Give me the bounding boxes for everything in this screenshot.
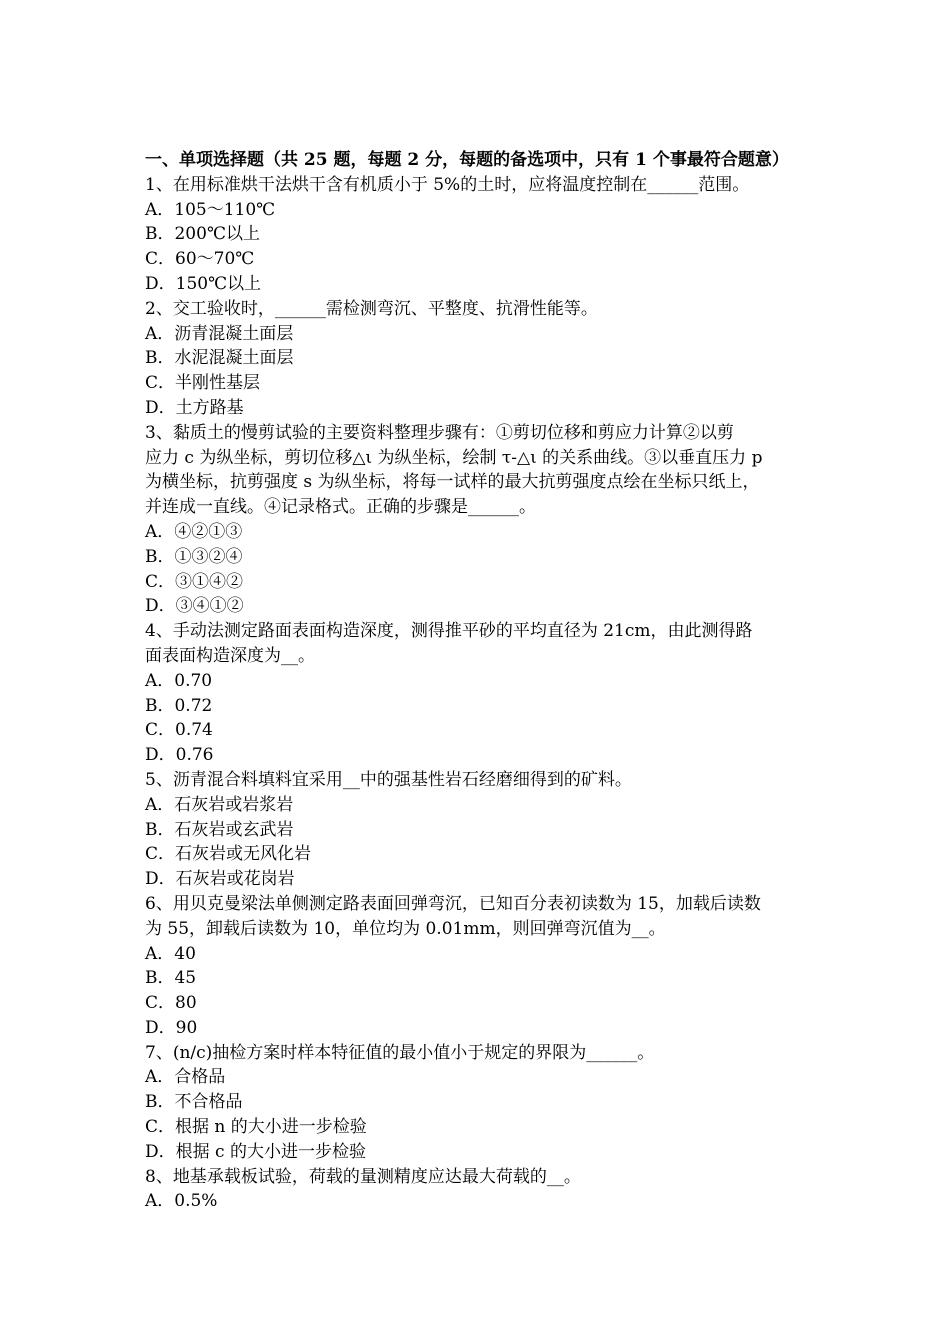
question-stem: 2、交工验收时，______需检测弯沉、平整度、抗滑性能等。 — [145, 298, 598, 319]
option-c: C．80 — [145, 993, 197, 1014]
question-stem-line: 为 55，卸载后读数为 10，单位均为 0.01mm，则回弹弯沉值为__。 — [145, 918, 666, 939]
option-d: D．150℃以上 — [145, 273, 262, 294]
option-c: C．石灰岩或无风化岩 — [145, 844, 312, 865]
option-c: C．半刚性基层 — [145, 373, 261, 394]
option-c: C．60～70℃ — [145, 249, 255, 270]
option-a: A．40 — [145, 943, 196, 964]
option-a: A．石灰岩或岩浆岩 — [145, 794, 294, 815]
option-d: D．石灰岩或花岗岩 — [145, 869, 295, 890]
document-body — [145, 148, 813, 1214]
option-a: A．105～110℃ — [145, 199, 276, 220]
option-b: B．①③②④ — [145, 546, 243, 567]
question-stem: 5、沥青混合料填料宜采用__中的强基性岩石经磨细得到的矿料。 — [145, 769, 632, 790]
option-a: A．④②①③ — [145, 521, 243, 542]
option-d: D．根据 c 的大小进一步检验 — [145, 1141, 366, 1162]
option-d: D．0.76 — [145, 745, 214, 766]
option-c: C．根据 n 的大小进一步检验 — [145, 1117, 367, 1138]
option-c: C．③①④② — [145, 571, 244, 592]
question-stem-line: 6、用贝克曼梁法单侧测定路表面回弹弯沉，已知百分表初读数为 15，加载后读数 — [145, 893, 761, 914]
option-d: D．90 — [145, 1017, 198, 1038]
question-stem-line: 应力 c 为纵坐标，剪切位移△ι 为纵坐标，绘制 τ-△ι 的关系曲线。③以垂直压力 p — [145, 447, 763, 468]
question-stem-line: 并连成一直线。④记录格式。正确的步骤是______。 — [145, 497, 536, 518]
option-a: A．0.5% — [145, 1191, 218, 1212]
option-d: D．③④①② — [145, 596, 244, 617]
option-a: A．0.70 — [145, 670, 213, 691]
option-c: C．0.74 — [145, 720, 213, 741]
question-stem: 7、(n/c)抽检方案时样本特征值的最小值小于规定的界限为______。 — [145, 1042, 655, 1063]
question-stem: 1、在用标准烘干法烘干含有机质小于 5%的土时，应将温度控制在______范围。 — [145, 174, 750, 195]
option-b: B．水泥混凝土面层 — [145, 348, 294, 369]
option-a: A．沥青混凝土面层 — [145, 323, 294, 344]
question-stem: 8、地基承载板试验，荷载的量测精度应达最大荷载的__。 — [145, 1166, 581, 1187]
question-stem-line: 3、黏质土的慢剪试验的主要资料整理步骤有：①剪切位移和剪应力计算②以剪 — [145, 422, 734, 443]
option-b: B．45 — [145, 968, 197, 989]
option-b: B．石灰岩或玄武岩 — [145, 819, 294, 840]
option-b: B．0.72 — [145, 695, 213, 716]
option-a: A．合格品 — [145, 1067, 226, 1088]
question-stem-line: 为横坐标，抗剪强度 s 为纵坐标，将每一试样的最大抗剪强度点绘在坐标只纸上， — [145, 472, 760, 493]
section-heading: 一、单项选择题（共 25 题，每题 2 分，每题的备选项中，只有 1 个事最符合题意） — [145, 150, 789, 170]
option-b: B．不合格品 — [145, 1092, 243, 1113]
option-b: B．200℃以上 — [145, 224, 260, 245]
option-d: D．土方路基 — [145, 397, 244, 418]
question-stem-line: 4、手动法测定路面表面构造深度，测得推平砂的平均直径为 21cm，由此测得路 — [145, 621, 753, 642]
question-stem-line: 面表面构造深度为__。 — [145, 645, 315, 666]
